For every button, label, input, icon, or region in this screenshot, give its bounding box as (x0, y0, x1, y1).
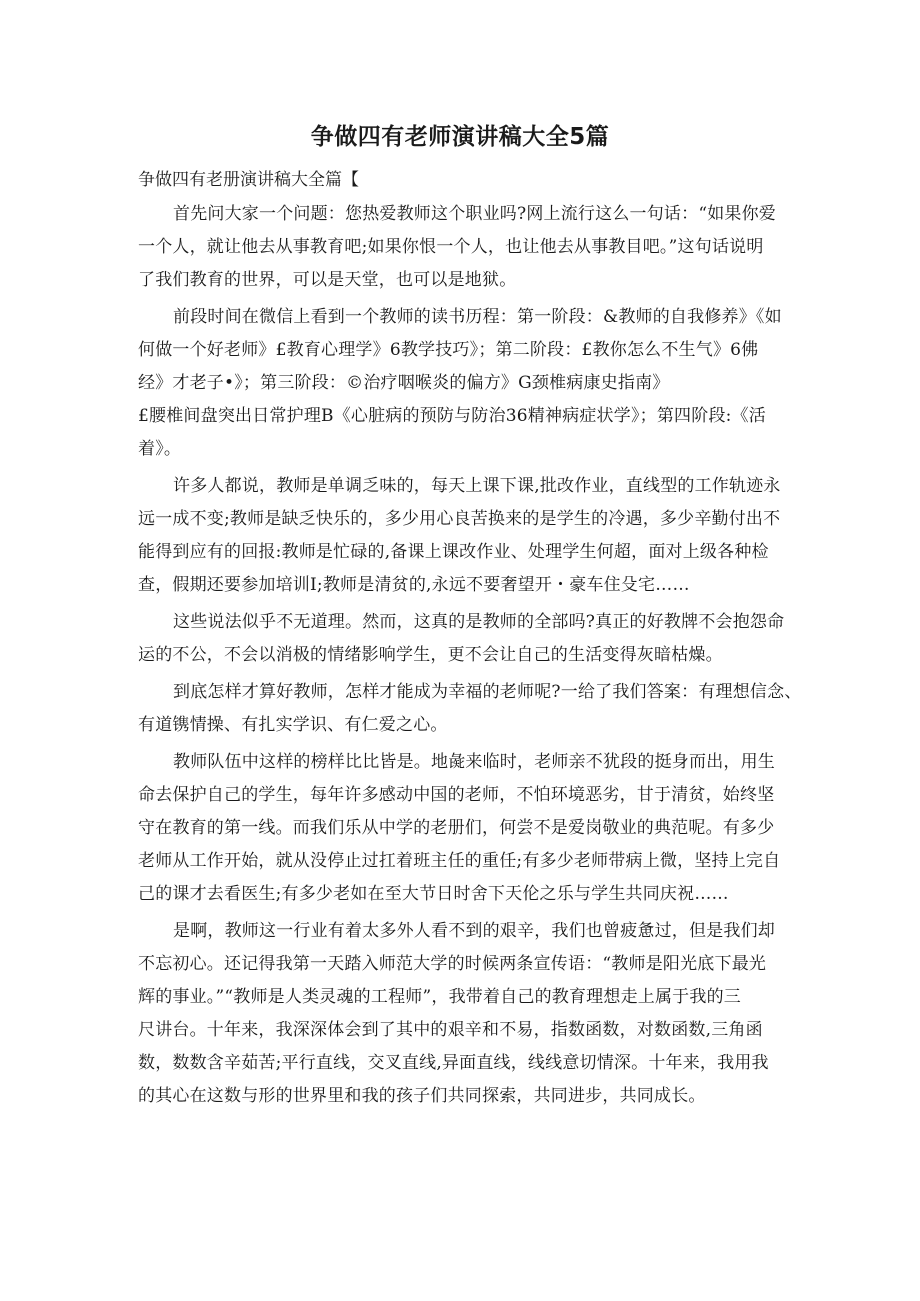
paragraph-line: 远一成不变;教师是缺乏快乐的，多少用心良苦换来的是学生的冷遇，多少辛勤付出不 (138, 509, 781, 529)
paragraph-line: 前段时间在微信上看到一个教师的读书历程：第一阶段：&教师的自我修养》《如 (173, 307, 782, 327)
paragraph-line: 老师从工作开始，就从没停止过扛着班主任的重任;有多少老师带病上微，坚持上完自 (138, 851, 781, 871)
paragraph-line: 一个人，就让他去从事教育吧;如果你恨一个人，也让他去从事教目吧。”这句话说明 (138, 237, 764, 257)
paragraph-line: 不忘初心。还记得我第一天踏入师范大学的时候两条宣传语：“教师是阳光底下最光 (138, 954, 767, 974)
paragraph-line: 己的课才去看医生;有多少老如在至大节日时舍下天伦之乐与学生共同庆祝…… (138, 884, 729, 904)
paragraph-line: 辉的事业。”“教师是人类灵魂的工程师”，我带着自己的教育理想走上属于我的三 (138, 987, 741, 1007)
paragraph-line: 的其心在这数与形的世界里和我的孩子们共同探索，共同进步，共同成长。 (138, 1086, 706, 1106)
paragraph-line: 何做一个好老师》£教育心理学》6教学技巧》；第二阶段：£教你怎么不生气》6佛 (138, 340, 759, 360)
paragraph-line: 运的不公，不会以消极的情绪影响学生，更不会让自己的生活变得灰暗枯燥。 (138, 645, 723, 665)
paragraph-line: 守在教育的第一线。而我们乐从中学的老册们，何尝不是爱岗敬业的典范呢。有多少 (138, 818, 775, 838)
body-paragraph (138, 746, 788, 911)
paragraph-line: 着》。 (138, 439, 182, 459)
paragraph-line: £腰椎间盘突出日常护理B《心脏病的预防与防治36精神病症状学》；第四阶段:《活 (138, 406, 766, 426)
paragraph-line: 到底怎样才算好教师，怎样才能成为幸福的老师呢?一给了我们答案：有理想信念、 (173, 682, 802, 702)
body-paragraph (138, 676, 802, 742)
paragraph-line: 命去保护自己的学生，每年许多感动中国的老师，不怕环境恶劣，甘于清贫，始终坚 (138, 785, 775, 805)
paragraph-line: 数，数数含辛茹苦;平行直线，交叉直线,异面直线，线线意切情深。十年来，我用我 (138, 1053, 769, 1073)
paragraph-line: 这些说法似乎不无道理。然而，这真的是教师的全部吗?真正的好教牌不会抱怨命 (173, 612, 785, 632)
paragraph-line: 教师队伍中这样的榜样比比皆是。地彘来临时，老师亲不犹段的挺身而出，用生 (173, 752, 775, 772)
paragraph-line: 许多人都说，教师是单调乏味的，每天上课下课,批改作业，直线型的工作轨迹永 (173, 476, 781, 496)
body-paragraph (138, 470, 788, 602)
paragraph-line: 尺讲台。十年来，我深深体会到了其中的艰辛和不易，指数函数，对数函数,三角函 (138, 1020, 763, 1040)
paragraph-line: 是啊，教师这一行业有着太多外人看不到的艰辛，我们也曾疲惫过，但是我们却 (173, 921, 775, 941)
paragraph-line: 查，假期还要参加培训I;教师是清贫的,永远不要奢望开・豪车住殳宅…… (138, 575, 690, 595)
body-paragraph (138, 915, 788, 1113)
paragraph-line: 有道镌情操、有扎实学识、有仁爱之心。 (138, 715, 448, 735)
body-paragraph (138, 606, 788, 672)
body-paragraph (138, 301, 788, 466)
paragraph-line: 经》才老子•》；第三阶段：©治疗咽喉炎的偏方》G颈椎病康史指南》 (138, 373, 670, 393)
body-paragraph (138, 198, 788, 297)
document-title: 争做四有老师演讲稿大全5篇 (310, 124, 610, 150)
paragraph-line: 了我们教育的世界，可以是天堂，也可以是地狱。 (138, 270, 517, 290)
paragraph-line: 能得到应有的回报:教师是忙碌的,备课上课改作业、处理学生何超，面对上级各种检 (138, 542, 769, 562)
document-body (138, 198, 802, 1117)
paragraph-line: 首先问大家一个问题：您热爱教师这个职业吗?网上流行这么一句话：“如果你爱 (173, 204, 777, 224)
section-heading: 争做四有老册演讲稿大全篇【 (138, 170, 359, 190)
